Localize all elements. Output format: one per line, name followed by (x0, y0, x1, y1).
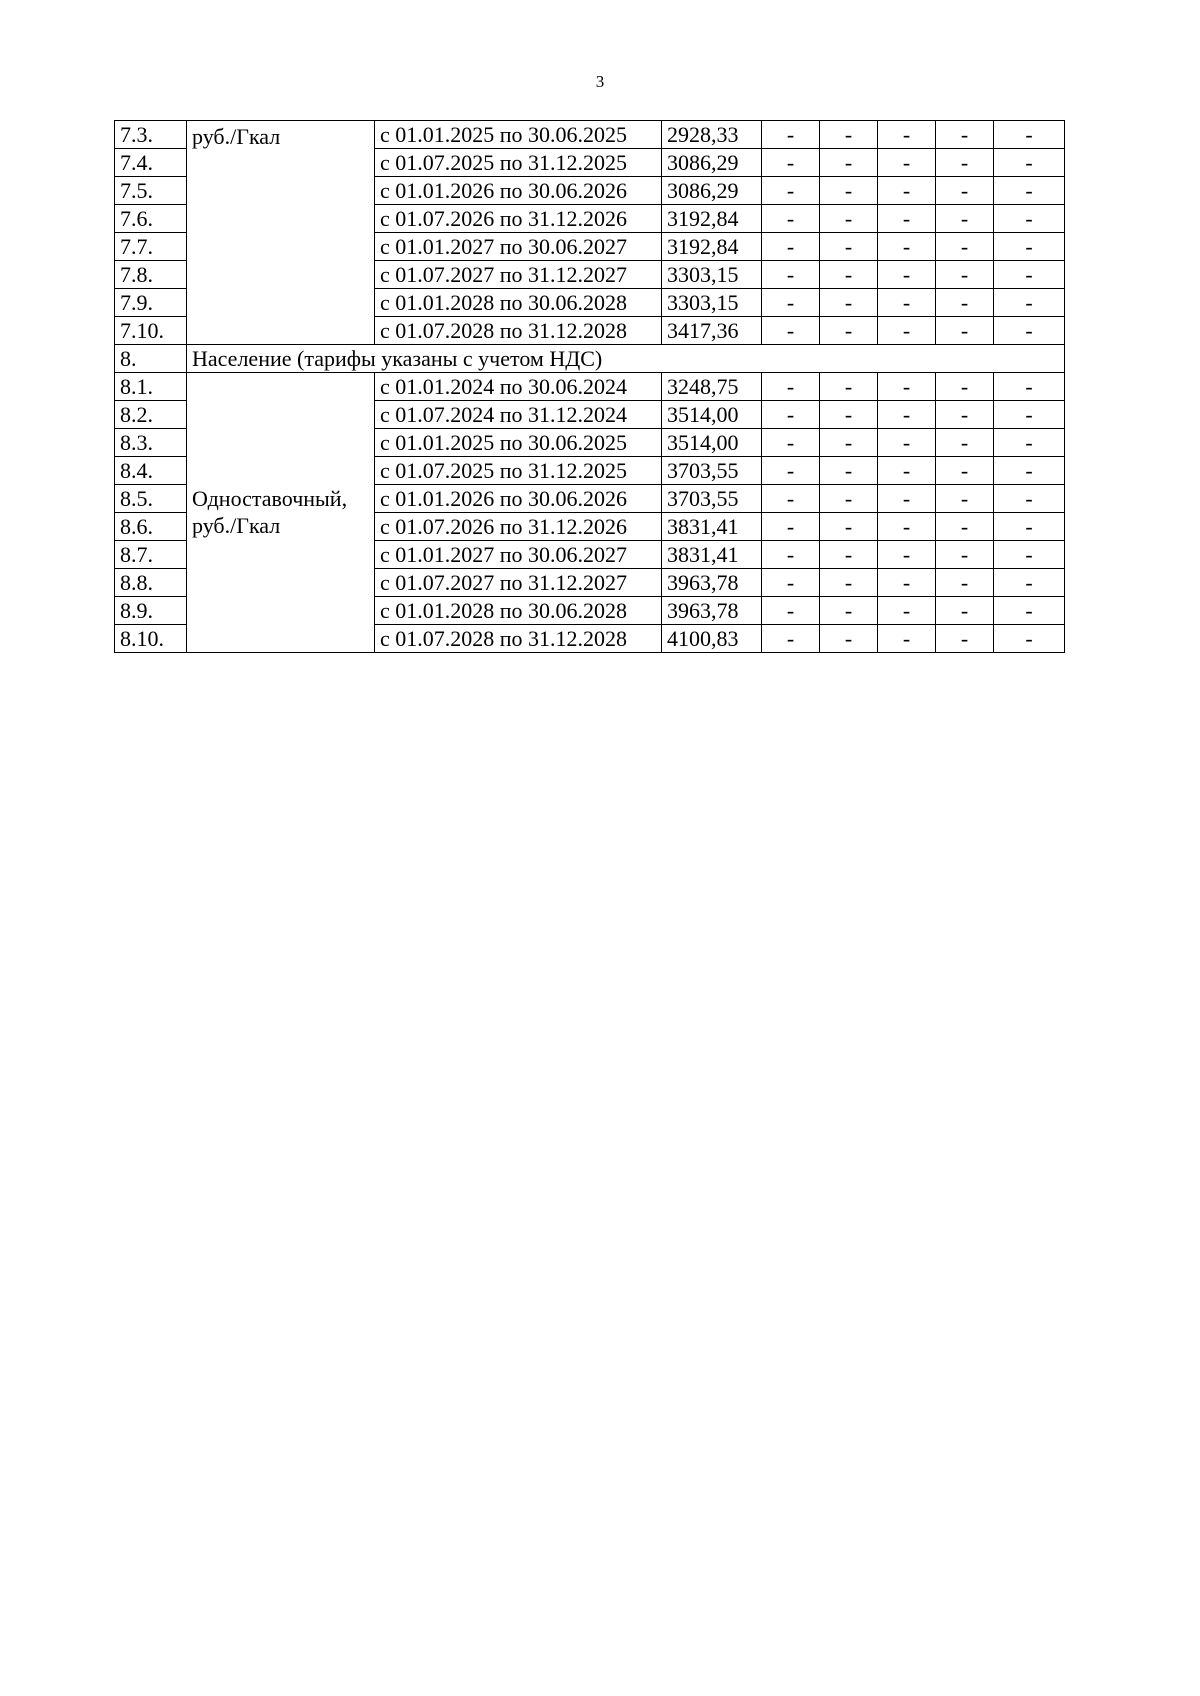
section-8 (115, 345, 1065, 373)
section-row (115, 345, 1065, 373)
period-cell: с 01.01.2028 по 30.06.2028 (375, 597, 662, 625)
empty-value-cell: - (994, 541, 1065, 569)
empty-value-cell: - (994, 569, 1065, 597)
empty-value-cell: - (936, 373, 994, 401)
empty-value-cell: - (994, 205, 1065, 233)
empty-value-cell: - (878, 541, 936, 569)
tariff-value-cell: 3831,41 (662, 541, 762, 569)
table-row (115, 373, 1065, 401)
empty-value-cell: - (820, 373, 878, 401)
empty-value-cell: - (878, 121, 936, 149)
row-number: 7.8. (115, 261, 187, 289)
empty-value-cell: - (994, 485, 1065, 513)
empty-value-cell: - (878, 401, 936, 429)
empty-value-cell: - (878, 233, 936, 261)
empty-value-cell: - (820, 205, 878, 233)
empty-value-cell: - (878, 205, 936, 233)
tariff-value-cell: 3303,15 (662, 289, 762, 317)
unit-line-1: Одноставочный, (192, 485, 348, 511)
empty-value-cell: - (820, 121, 878, 149)
empty-value-cell: - (878, 513, 936, 541)
period-cell: с 01.07.2025 по 31.12.2025 (375, 149, 662, 177)
empty-value-cell: - (936, 569, 994, 597)
empty-value-cell: - (936, 485, 994, 513)
empty-value-cell: - (936, 401, 994, 429)
empty-value-cell: - (820, 429, 878, 457)
empty-value-cell: - (936, 541, 994, 569)
empty-value-cell: - (878, 457, 936, 485)
row-number: 8.8. (115, 569, 187, 597)
empty-value-cell: - (878, 625, 936, 653)
empty-value-cell: - (994, 625, 1065, 653)
empty-value-cell: - (762, 401, 820, 429)
period-cell: с 01.07.2026 по 31.12.2026 (375, 205, 662, 233)
empty-value-cell: - (994, 513, 1065, 541)
empty-value-cell: - (936, 513, 994, 541)
group-8-rows (115, 373, 1065, 653)
empty-value-cell: - (878, 429, 936, 457)
empty-value-cell: - (936, 457, 994, 485)
empty-value-cell: - (762, 513, 820, 541)
tariff-value-cell: 3963,78 (662, 569, 762, 597)
empty-value-cell: - (994, 121, 1065, 149)
empty-value-cell: - (936, 177, 994, 205)
unit-line-2: руб./Гкал (192, 512, 281, 538)
empty-value-cell: - (762, 569, 820, 597)
row-number: 8.6. (115, 513, 187, 541)
empty-value-cell: - (762, 373, 820, 401)
empty-value-cell: - (878, 317, 936, 345)
empty-value-cell: - (936, 149, 994, 177)
empty-value-cell: - (762, 597, 820, 625)
empty-value-cell: - (878, 569, 936, 597)
empty-value-cell: - (994, 177, 1065, 205)
row-number: 7.7. (115, 233, 187, 261)
period-cell: с 01.07.2024 по 31.12.2024 (375, 401, 662, 429)
period-cell: с 01.01.2026 по 30.06.2026 (375, 485, 662, 513)
empty-value-cell: - (878, 373, 936, 401)
empty-value-cell: - (820, 569, 878, 597)
empty-value-cell: - (994, 233, 1065, 261)
row-number: 7.10. (115, 317, 187, 345)
tariff-value-cell: 3514,00 (662, 429, 762, 457)
empty-value-cell: - (820, 625, 878, 653)
empty-value-cell: - (936, 289, 994, 317)
tariff-value-cell: 3703,55 (662, 457, 762, 485)
empty-value-cell: - (820, 289, 878, 317)
tariff-value-cell: 3963,78 (662, 597, 762, 625)
empty-value-cell: - (994, 457, 1065, 485)
empty-value-cell: - (936, 205, 994, 233)
tariff-value-cell: 3248,75 (662, 373, 762, 401)
empty-value-cell: - (878, 149, 936, 177)
tariff-table (114, 120, 1065, 653)
empty-value-cell: - (994, 401, 1065, 429)
period-cell: с 01.07.2027 по 31.12.2027 (375, 569, 662, 597)
tariff-value-cell: 3417,36 (662, 317, 762, 345)
period-cell: с 01.07.2027 по 31.12.2027 (375, 261, 662, 289)
empty-value-cell: - (878, 177, 936, 205)
empty-value-cell: - (994, 317, 1065, 345)
row-number: 8.1. (115, 373, 187, 401)
period-cell: с 01.01.2024 по 30.06.2024 (375, 373, 662, 401)
empty-value-cell: - (762, 205, 820, 233)
empty-value-cell: - (820, 149, 878, 177)
empty-value-cell: - (762, 625, 820, 653)
empty-value-cell: - (820, 485, 878, 513)
empty-value-cell: - (936, 233, 994, 261)
section-number: 8. (115, 345, 187, 373)
empty-value-cell: - (820, 233, 878, 261)
empty-value-cell: - (762, 457, 820, 485)
period-cell: с 01.01.2027 по 30.06.2027 (375, 541, 662, 569)
tariff-value-cell: 3192,84 (662, 205, 762, 233)
empty-value-cell: - (820, 597, 878, 625)
empty-value-cell: - (936, 317, 994, 345)
empty-value-cell: - (820, 317, 878, 345)
section-title: Население (тарифы указаны с учетом НДС) (187, 345, 1065, 373)
row-number: 7.6. (115, 205, 187, 233)
empty-value-cell: - (762, 317, 820, 345)
row-number: 7.3. (115, 121, 187, 149)
unit-cell (187, 373, 375, 653)
row-number: 8.3. (115, 429, 187, 457)
empty-value-cell: - (820, 513, 878, 541)
empty-value-cell: - (994, 429, 1065, 457)
row-number: 8.7. (115, 541, 187, 569)
period-cell: с 01.07.2028 по 31.12.2028 (375, 625, 662, 653)
tariff-value-cell: 4100,83 (662, 625, 762, 653)
empty-value-cell: - (994, 373, 1065, 401)
empty-value-cell: - (936, 429, 994, 457)
empty-value-cell: - (994, 149, 1065, 177)
period-cell: с 01.01.2028 по 30.06.2028 (375, 289, 662, 317)
empty-value-cell: - (820, 177, 878, 205)
page-number: 3 (595, 72, 605, 91)
empty-value-cell: - (936, 121, 994, 149)
empty-value-cell: - (762, 233, 820, 261)
row-number: 8.5. (115, 485, 187, 513)
empty-value-cell: - (878, 485, 936, 513)
empty-value-cell: - (762, 485, 820, 513)
empty-value-cell: - (762, 429, 820, 457)
empty-value-cell: - (878, 597, 936, 625)
row-number: 8.9. (115, 597, 187, 625)
row-number: 8.4. (115, 457, 187, 485)
empty-value-cell: - (762, 261, 820, 289)
row-number: 8.10. (115, 625, 187, 653)
tariff-value-cell: 3086,29 (662, 149, 762, 177)
period-cell: с 01.01.2025 по 30.06.2025 (375, 121, 662, 149)
empty-value-cell: - (762, 289, 820, 317)
row-number: 8.2. (115, 401, 187, 429)
tariff-value-cell: 3086,29 (662, 177, 762, 205)
empty-value-cell: - (762, 177, 820, 205)
period-cell: с 01.01.2027 по 30.06.2027 (375, 233, 662, 261)
empty-value-cell: - (994, 289, 1065, 317)
row-number: 7.4. (115, 149, 187, 177)
empty-value-cell: - (878, 261, 936, 289)
tariff-value-cell: 3703,55 (662, 485, 762, 513)
period-cell: с 01.07.2028 по 31.12.2028 (375, 317, 662, 345)
empty-value-cell: - (820, 401, 878, 429)
empty-value-cell: - (878, 289, 936, 317)
empty-value-cell: - (820, 457, 878, 485)
tariff-value-cell: 3514,00 (662, 401, 762, 429)
group-7-rows (115, 121, 1065, 345)
row-number: 7.5. (115, 177, 187, 205)
period-cell: с 01.01.2026 по 30.06.2026 (375, 177, 662, 205)
empty-value-cell: - (936, 597, 994, 625)
empty-value-cell: - (820, 261, 878, 289)
empty-value-cell: - (820, 541, 878, 569)
empty-value-cell: - (936, 261, 994, 289)
tariff-value-cell: 2928,33 (662, 121, 762, 149)
empty-value-cell: - (994, 261, 1065, 289)
tariff-value-cell: 3192,84 (662, 233, 762, 261)
period-cell: с 01.01.2025 по 30.06.2025 (375, 429, 662, 457)
empty-value-cell: - (762, 121, 820, 149)
tariff-value-cell: 3303,15 (662, 261, 762, 289)
table-row (115, 121, 1065, 149)
period-cell: с 01.07.2025 по 31.12.2025 (375, 457, 662, 485)
empty-value-cell: - (994, 597, 1065, 625)
period-cell: с 01.07.2026 по 31.12.2026 (375, 513, 662, 541)
empty-value-cell: - (762, 149, 820, 177)
tariff-value-cell: 3831,41 (662, 513, 762, 541)
empty-value-cell: - (936, 625, 994, 653)
row-number: 7.9. (115, 289, 187, 317)
unit-cell: руб./Гкал (187, 121, 375, 345)
empty-value-cell: - (762, 541, 820, 569)
